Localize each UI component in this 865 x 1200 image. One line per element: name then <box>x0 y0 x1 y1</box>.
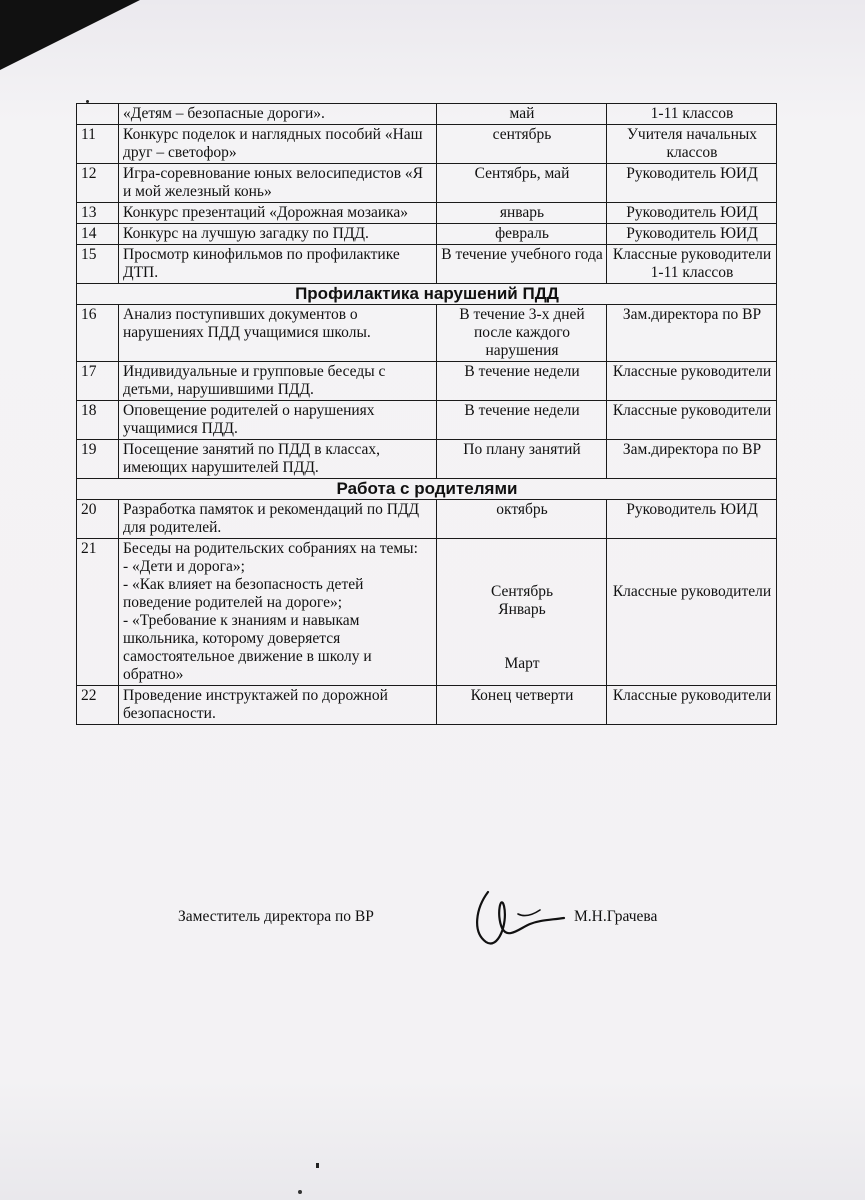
event-cell: Проведение инструктажей по дорожной безопасности. <box>119 686 437 725</box>
row-number: 18 <box>77 401 119 440</box>
event-cell: Оповещение родителей о нарушениях учащимися ПДД. <box>119 401 437 440</box>
event-cell: «Детям – безопасные дороги». <box>119 104 437 125</box>
row-number: 22 <box>77 686 119 725</box>
row-number: 16 <box>77 305 119 362</box>
event-cell: Игра-соревнование юных велосипедистов «Я и мой железный конь» <box>119 164 437 203</box>
date-cell: сентябрь <box>437 125 607 164</box>
date-cell <box>437 539 607 686</box>
table-row <box>77 305 777 362</box>
date-cell: октябрь <box>437 500 607 539</box>
signature-block <box>178 908 698 948</box>
row-number: 11 <box>77 125 119 164</box>
date-cell: Конец четверти <box>437 686 607 725</box>
responsible-cell: Классные руководители <box>607 362 777 401</box>
event-cell <box>119 539 437 686</box>
table-row <box>77 203 777 224</box>
responsible-cell: Зам.директора по ВР <box>607 440 777 479</box>
signatory-name: М.Н.Грачева <box>574 908 658 925</box>
event-cell: Разработка памяток и рекомендаций по ПДД для родителей. <box>119 500 437 539</box>
row-number: 13 <box>77 203 119 224</box>
date-item: Март <box>504 655 540 672</box>
event-cell: Анализ поступивших документов о нарушениях ПДД учащимися школы. <box>119 305 437 362</box>
topic-item: - «Как влияет на безопасность детей поведение родителей на дороге»; <box>123 576 364 611</box>
event-cell: Индивидуальные и групповые беседы с детьми, нарушившими ПДД. <box>119 362 437 401</box>
date-cell: Сентябрь, май <box>437 164 607 203</box>
table-row <box>77 362 777 401</box>
responsible-cell: Классные руководители <box>607 401 777 440</box>
responsible-cell: Зам.директора по ВР <box>607 305 777 362</box>
table-row <box>77 440 777 479</box>
row-number: 14 <box>77 224 119 245</box>
row-number: 17 <box>77 362 119 401</box>
responsible-cell: Классные руководители 1-11 классов <box>607 245 777 284</box>
handwritten-signature-icon <box>468 884 578 954</box>
row-number: 20 <box>77 500 119 539</box>
responsible-cell: Классные руководители <box>607 686 777 725</box>
date-item: Январь <box>498 601 546 618</box>
row-number: 12 <box>77 164 119 203</box>
event-cell: Конкурс поделок и наглядных пособий «Наш друг – светофор» <box>119 125 437 164</box>
section-heading-prevention: Профилактика нарушений ПДД <box>77 284 777 305</box>
date-cell: февраль <box>437 224 607 245</box>
date-item: Сентябрь <box>490 583 554 600</box>
event-cell: Конкурс на лучшую загадку по ПДД. <box>119 224 437 245</box>
table-row <box>77 125 777 164</box>
table-row <box>77 401 777 440</box>
date-cell: В течение недели <box>437 401 607 440</box>
events-table <box>76 103 777 725</box>
scan-mark <box>316 1163 319 1168</box>
event-cell: Просмотр кинофильмов по профилактике ДТП. <box>119 245 437 284</box>
date-cell: По плану занятий <box>437 440 607 479</box>
responsible-cell: Руководитель ЮИД <box>607 500 777 539</box>
table-row <box>77 539 777 686</box>
table-row <box>77 164 777 203</box>
table-row <box>77 104 777 125</box>
responsible-cell: Руководитель ЮИД <box>607 224 777 245</box>
section-row <box>77 284 777 305</box>
date-cell: май <box>437 104 607 125</box>
date-cell: В течение учебного года <box>437 245 607 284</box>
responsible-cell: 1-11 классов <box>607 104 777 125</box>
section-row <box>77 479 777 500</box>
date-cell: В течение 3-х дней после каждого нарушения <box>437 305 607 362</box>
row-number: 19 <box>77 440 119 479</box>
table-row <box>77 224 777 245</box>
topic-item: - «Требование к знаниям и навыкам школьника, которому доверяется самостоятельное движение в школу и обратно» <box>123 612 372 683</box>
folded-corner <box>0 0 140 70</box>
responsible-cell: Классные руководители <box>607 539 777 686</box>
date-cell: январь <box>437 203 607 224</box>
responsible-cell: Руководитель ЮИД <box>607 164 777 203</box>
event-cell: Конкурс презентаций «Дорожная мозаика» <box>119 203 437 224</box>
topics-intro: Беседы на родительских собраниях на темы: <box>123 540 418 557</box>
row-number: 15 <box>77 245 119 284</box>
row-number <box>77 104 119 125</box>
event-cell: Посещение занятий по ПДД в классах, имеющих нарушителей ПДД. <box>119 440 437 479</box>
signatory-position: Заместитель директора по ВР <box>178 908 374 925</box>
topic-item: - «Дети и дорога»; <box>123 558 245 575</box>
table-row <box>77 500 777 539</box>
responsible-cell: Руководитель ЮИД <box>607 203 777 224</box>
scan-mark <box>298 1190 302 1194</box>
row-number: 21 <box>77 539 119 686</box>
responsible-cell: Учителя начальных классов <box>607 125 777 164</box>
table-row <box>77 245 777 284</box>
section-heading-parents: Работа с родителями <box>77 479 777 500</box>
date-cell: В течение недели <box>437 362 607 401</box>
table-row <box>77 686 777 725</box>
